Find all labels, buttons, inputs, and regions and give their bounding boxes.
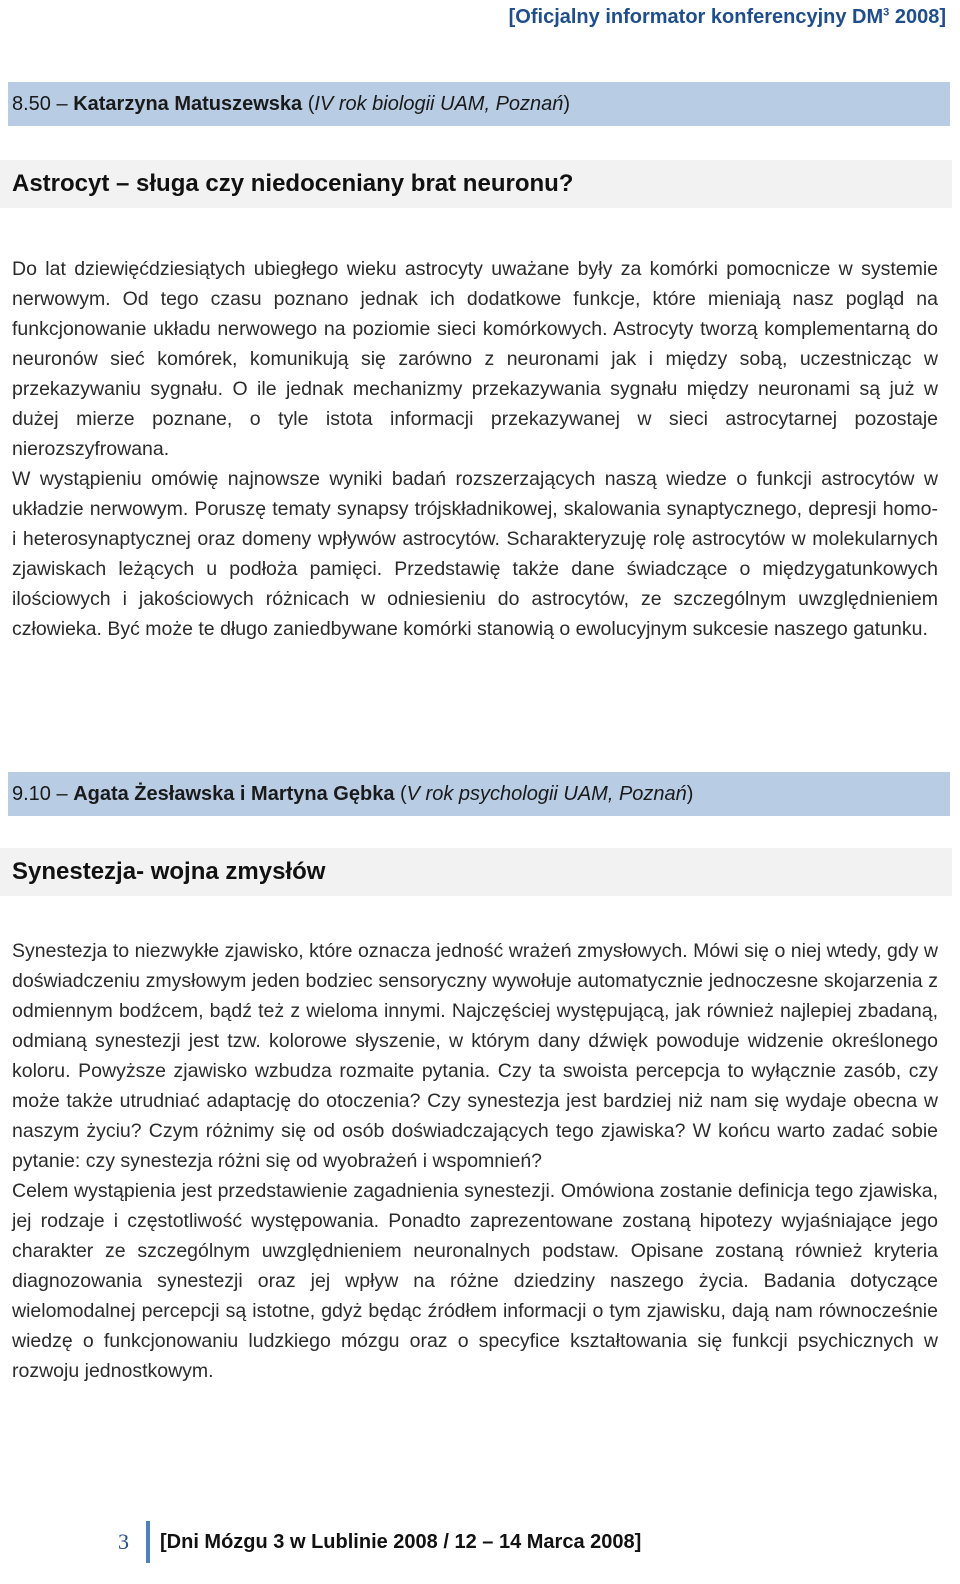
- talk-2-paren-close: ): [686, 783, 694, 805]
- talk-1-speaker-band: [8, 82, 950, 126]
- talk-1-paren-open: (: [302, 93, 315, 115]
- talk-1-title: Astrocyt – sługa czy niedoceniany brat neuronu?: [0, 160, 952, 208]
- talk-2-paragraph-2: Celem wystąpienia jest przedstawienie zagadnienia synestezji. Omówiona zostanie definicja tego zjawiska, jej rodzaje i częstotliwość występowania. Ponadto zaprezentowane zostaną hipotezy wyjaśniające jego charakter ze szczególnym uwzględnieniem neuronalnych podstaw. Opisane zostaną również kryteria diagnozowania synestezji oraz jej wpływ na różne dziedziny naszego życia. Badania dotyczące wielomodalnej percepcji są istotne, gdyż będąc źródłem informacji o tym zjawisku, dają nam równocześnie wiedzę o funkcjonowaniu ludzkiego mózgu oraz o specyfice kształtowania się funkcji psychicznych w rozwoju jednostkowym.: [12, 1180, 938, 1382]
- header-prefix: [Oficjalny informator konferencyjny DM: [508, 6, 884, 28]
- talk-1-abstract: [12, 254, 938, 644]
- header-superscript: 3: [883, 6, 890, 19]
- page-number: 3: [118, 1529, 129, 1554]
- running-header: [509, 6, 946, 29]
- talk-1-paragraph-1: Do lat dziewięćdziesiątych ubiegłego wieku astrocyty uważane były za komórki pomocnicze w systemie nerwowym. Od tego czasu poznano jednak ich dodatkowe funkcje, które mieniają nasz pogląd na funkcjonowanie układu nerwowego na poziomie sieci komórkowych. Astrocyty tworzą komplementarną do neuronów sieć komórek, komunikują się zarówno z neuronami jak i między sobą, uczestnicząc w przekazywaniu sygnału. O ile jednak mechanizmy przekazywania sygnału między neuronami są już w dużej mierze poznane, o tyle istota informacji przekazywanej w sieci astrocytarnej pozostaje nierozszyfrowana.: [12, 258, 938, 460]
- talk-2-speaker-band: [8, 772, 950, 816]
- talk-1-speaker: Katarzyna Matuszewska: [73, 93, 303, 115]
- talk-1-time: 8.50: [12, 93, 51, 115]
- header-suffix: 2008]: [889, 6, 946, 28]
- talk-1-dash: –: [50, 93, 74, 115]
- talk-1-paragraph-2: W wystąpieniu omówię najnowsze wyniki badań rozszerzających naszą wiedze o funkcji astrocytów w układzie nerwowym. Poruszę tematy synapsy trójskładnikowej, skalowania synaptycznego, depresji homo- i heterosynaptycznej oraz domeny wpływów astrocytów. Scharakteryzuję rolę astrocytów w molekularnych zjawiskach leżących u podłoża pamięci. Przedstawię także dane świadczące o międzygatunkowych ilościowych i jakościowych różnicach w odniesieniu do astrocytów, ze szczególnym uwzględnieniem człowieka. Być może te długo zaniedbywane komórki stanowią o ewolucyjnym sukcesie naszego gatunku.: [12, 468, 938, 640]
- talk-2-abstract: [12, 936, 938, 1386]
- talk-2-title: Synestezja- wojna zmysłów: [0, 848, 952, 896]
- talk-2-dash: –: [50, 783, 74, 805]
- talk-2-paren-open: (: [394, 783, 407, 805]
- talk-1-paren-close: ): [563, 93, 571, 115]
- page-footer: [118, 1520, 641, 1564]
- talk-2-affiliation: V rok psychologii UAM, Poznań: [406, 783, 687, 805]
- footer-text: [Dni Mózgu 3 w Lublinie 2008 / 12 – 14 Marca 2008]: [160, 1530, 642, 1553]
- talk-2-speaker: Agata Żesławska i Martyna Gębka: [73, 783, 395, 805]
- talk-2-paragraph-1: Synestezja to niezwykłe zjawisko, które oznacza jedność wrażeń zmysłowych. Mówi się o niej wtedy, gdy w doświadczeniu zmysłowym jeden bodziec sensoryczny wywołuje automatycznie jednoczesne skojarzenia z odmiennym bodźcem, bądź też z wieloma innymi. Najczęściej występującą, jak również najlepiej zbadaną, odmianą synestezji jest tzw. kolorowe słyszenie, w którym dany dźwięk powoduje widzenie określonego koloru. Powyższe zjawisko wzbudza rozmaite pytania. Czy ta swoista percepcja to wyłącznie zasób, czy może także utrudniać adaptację do otoczenia? Czy synestezja jest bardziej niż nam się wydaje obecna w naszym życiu? Czym różnimy się od osób doświadczających tego zjawiska? W końcu warto zadać sobie pytanie: czy synestezja różni się od wyobrażeń i wspomnień?: [12, 940, 938, 1172]
- footer-divider: [146, 1521, 150, 1563]
- talk-1-affiliation: IV rok biologii UAM, Poznań: [314, 93, 564, 115]
- talk-2-time: 9.10: [12, 783, 51, 805]
